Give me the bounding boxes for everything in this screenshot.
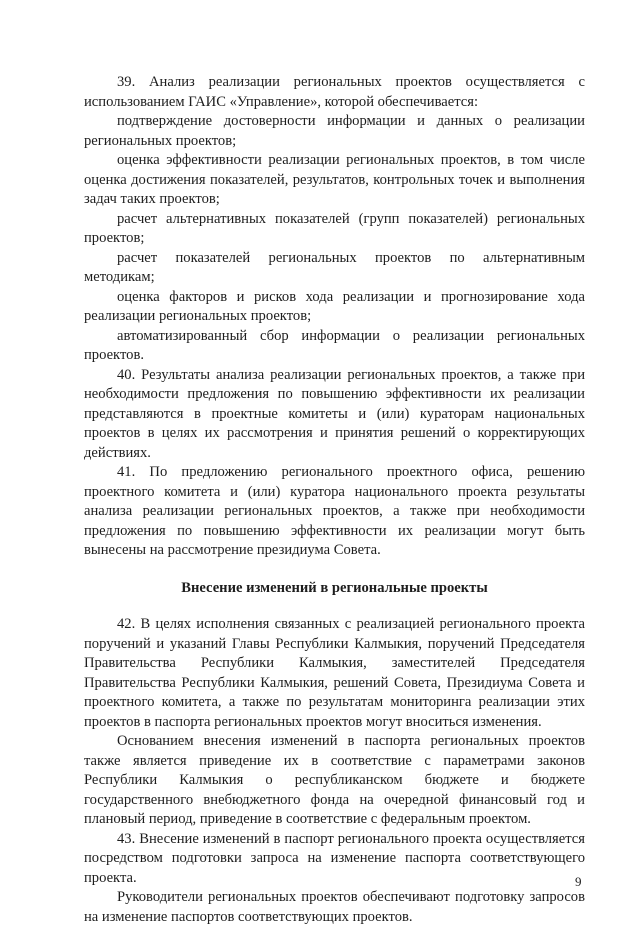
- page-number: 9: [575, 874, 582, 889]
- list-item-automated-collection: автоматизированный сбор информации о реализации региональных проектов.: [84, 327, 585, 363]
- paragraph-41: 41. По предложению регионального проектного офиса, решению проектного комитета и (или) куратора национального проекта результаты анализа реализации региональных проектов, а также при необходимости предложения по повышению эффективности их реализации могут быть вынесены на рассмотрение президиума Совета.: [84, 464, 585, 558]
- list-item-confirmation: подтверждение достоверности информации и данных о реализации региональных проектов;: [84, 113, 585, 149]
- paragraph-40: 40. Результаты анализа реализации региональных проектов, а также при необходимости предложения по повышению эффективности их реализации представляются в проектные комитеты и (или) кураторам национальных проектов в целях их рассмотрения и принятия решений о корректирующих действиях.: [84, 366, 585, 461]
- paragraph-39: 39. Анализ реализации региональных проектов осуществляется с использованием ГАИС «Управление», которой обеспечивается:: [84, 74, 585, 110]
- paragraph-grounds-for-changes: Основанием внесения изменений в паспорта региональных проектов также является приведение их в соответствие с параметрами законов Республики Калмыкия о республиканском бюджете и бюджете государственного внебюджетного фонда на очередной финансовый год и плановый период, приведение в соответствие с федеральным проектом.: [84, 733, 585, 827]
- list-item-efficiency-assessment: оценка эффективности реализации региональных проектов, в том числе оценка достижения показателей, результатов, контрольных точек и выполнения задач таких проектов;: [84, 152, 585, 207]
- list-item-alternative-indicators: расчет альтернативных показателей (групп показателей) региональных проектов;: [84, 210, 585, 246]
- paragraph-43: 43. Внесение изменений в паспорт регионального проекта осуществляется посредством подготовки запроса на изменение паспорта соответствующего проекта.: [84, 830, 585, 886]
- paragraph-project-leaders: Руководители региональных проектов обеспечивают подготовку запросов на изменение паспортов соответствующих проектов.: [84, 889, 585, 925]
- paragraph-42: 42. В целях исполнения связанных с реализацией регионального проекта поручений и указаний Главы Республики Калмыкия, поручений Председателя Правительства Республики Калмыкия, заместителей Председателя Правительства Республики Калмыкия, решений Совета, Президиума Совета и проектного комитета, а также по результатам мониторинга реализации этих проектов в паспорта региональных проектов могут вноситься изменения.: [84, 616, 585, 730]
- list-item-risk-assessment: оценка факторов и рисков хода реализации и прогнозирование хода реализации региональных проектов;: [84, 288, 585, 324]
- list-item-alternative-methods: расчет показателей региональных проектов по альтернативным методикам;: [84, 249, 585, 285]
- section-heading: Внесение изменений в региональные проекты: [181, 579, 488, 596]
